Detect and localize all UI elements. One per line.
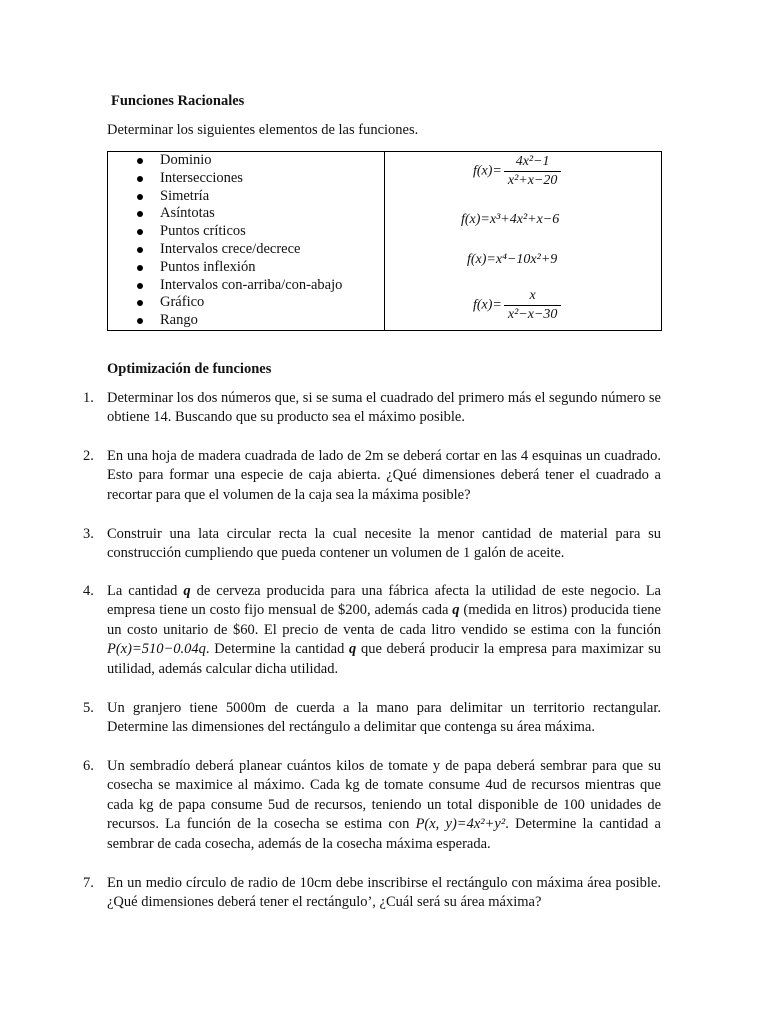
function-2: f(x)=x³+4x²+x−6 <box>461 212 560 227</box>
variable-q: q <box>349 641 357 658</box>
function-4-fraction <box>504 288 562 323</box>
function-3: f(x)=x⁴−10x²+9 <box>467 252 558 267</box>
section-intro: Determinar los siguientes elementos de las funciones. <box>107 122 419 138</box>
function-4-numerator: x <box>504 288 562 306</box>
list-item: Intersecciones <box>160 170 384 188</box>
problem-text: En un medio círculo de radio de 10cm debe inscribirse el rectángulo con máxima área posible. ¿Qué dimensiones deberá tener el rectángulo’, ¿Cuál será su área máxima? <box>107 875 661 911</box>
elements-list-cell <box>108 152 385 331</box>
problem-2 <box>83 447 661 505</box>
harvest-formula: P(x, y)=4x²+y² <box>415 816 506 833</box>
function-1-numerator: 4x²−1 <box>504 154 562 172</box>
problem-text-part: La cantidad <box>107 583 184 599</box>
section-title-optimizacion: Optimización de funciones <box>107 361 272 377</box>
list-item: Intervalos con-arriba/con-abajo <box>160 277 384 295</box>
list-item: Rango <box>160 312 384 330</box>
problem-text: Determinar los dos números que, si se suma el cuadrado del primero más el segundo número se obtiene 14. Buscando que su producto sea el máximo posible. <box>107 390 661 426</box>
list-item: Puntos críticos <box>160 223 384 241</box>
price-formula: P(x)=510−0.04q <box>107 641 206 658</box>
list-item: Asíntotas <box>160 205 384 223</box>
problem-number: 1. <box>83 390 94 406</box>
problem-number: 3. <box>83 526 94 542</box>
list-item: Puntos inflexión <box>160 259 384 277</box>
problem-text: Un granjero tiene 5000m de cuerda a la mano para delimitar un territorio rectangular. Determine las dimensiones del rectángulo a delimitar que contenga su área máxima. <box>107 700 661 736</box>
function-4-lhs: f(x)= <box>473 297 502 313</box>
problem-text-part: Un sembradío deberá planear cuántos kilos de tomate y de papa deberá sembrar para que su cosecha se maximice al máximo. Cada kg de tomate consume 4ud de recursos mientras que cada kg de papa consume 5ud de recursos, teniendo un total disponible de 100 unidades de recursos. La función de la cosecha se estima con <box>107 758 661 833</box>
function-1-fraction <box>504 154 562 189</box>
list-item: Simetría <box>160 188 384 206</box>
function-4-denominator: x²−x−30 <box>507 307 558 322</box>
function-1-denominator: x²+x−20 <box>507 173 558 188</box>
problem-text-part: (medida en litros) producida tiene un costo unitario de $60. El precio de venta de cada litro vendido se estima con la función <box>107 602 661 638</box>
problem-number: 5. <box>83 700 94 716</box>
problem-number: 7. <box>83 875 94 891</box>
function-1-lhs: f(x)= <box>473 163 502 179</box>
function-1 <box>473 154 561 189</box>
function-4 <box>473 288 561 323</box>
problem-number: 2. <box>83 448 94 464</box>
problem-text-part: que deberá producir la empresa para maximizar su utilidad, además calcular dicha utilidad. <box>107 641 661 677</box>
problem-1 <box>83 389 661 428</box>
problem-text: Construir una lata circular recta la cual necesite la menor cantidad de material para su construcción cumpliendo que pueda contener un volumen de 1 galón de aceite. <box>107 526 661 562</box>
problem-text-part: . Determine la cantidad a sembrar de cada cosecha, además de la cosecha máxima esperada. <box>107 816 661 852</box>
elements-table <box>107 151 662 331</box>
section-title-funciones-racionales: Funciones Racionales <box>111 93 245 109</box>
problem-number: 4. <box>83 583 94 599</box>
problem-6 <box>83 757 661 854</box>
variable-q: q <box>452 602 460 619</box>
problem-text-part: de cerveza producida para una fábrica afecta la utilidad de este negocio. La empresa tiene un costo fijo mensual de $200, además cada <box>107 583 661 619</box>
problem-5 <box>83 699 661 738</box>
problem-3 <box>83 525 661 564</box>
problem-7 <box>83 874 661 913</box>
list-item: Gráfico <box>160 294 384 312</box>
problem-number: 6. <box>83 758 94 774</box>
elements-list <box>108 152 384 330</box>
variable-q: q <box>183 583 191 599</box>
list-item: Dominio <box>160 152 384 170</box>
problem-text: En una hoja de madera cuadrada de lado de 2m se deberá cortar en las 4 esquinas un cuadrado. Esto para formar una especie de caja abierta. ¿Qué dimensiones deberá tener el cuadrado a recortar para que el volumen de la caja sea la máxima posible? <box>107 448 661 503</box>
list-item: Intervalos crece/decrece <box>160 241 384 259</box>
problem-text-part: . Determine la cantidad <box>205 641 350 658</box>
problem-4 <box>83 582 661 679</box>
functions-cell <box>385 152 662 331</box>
